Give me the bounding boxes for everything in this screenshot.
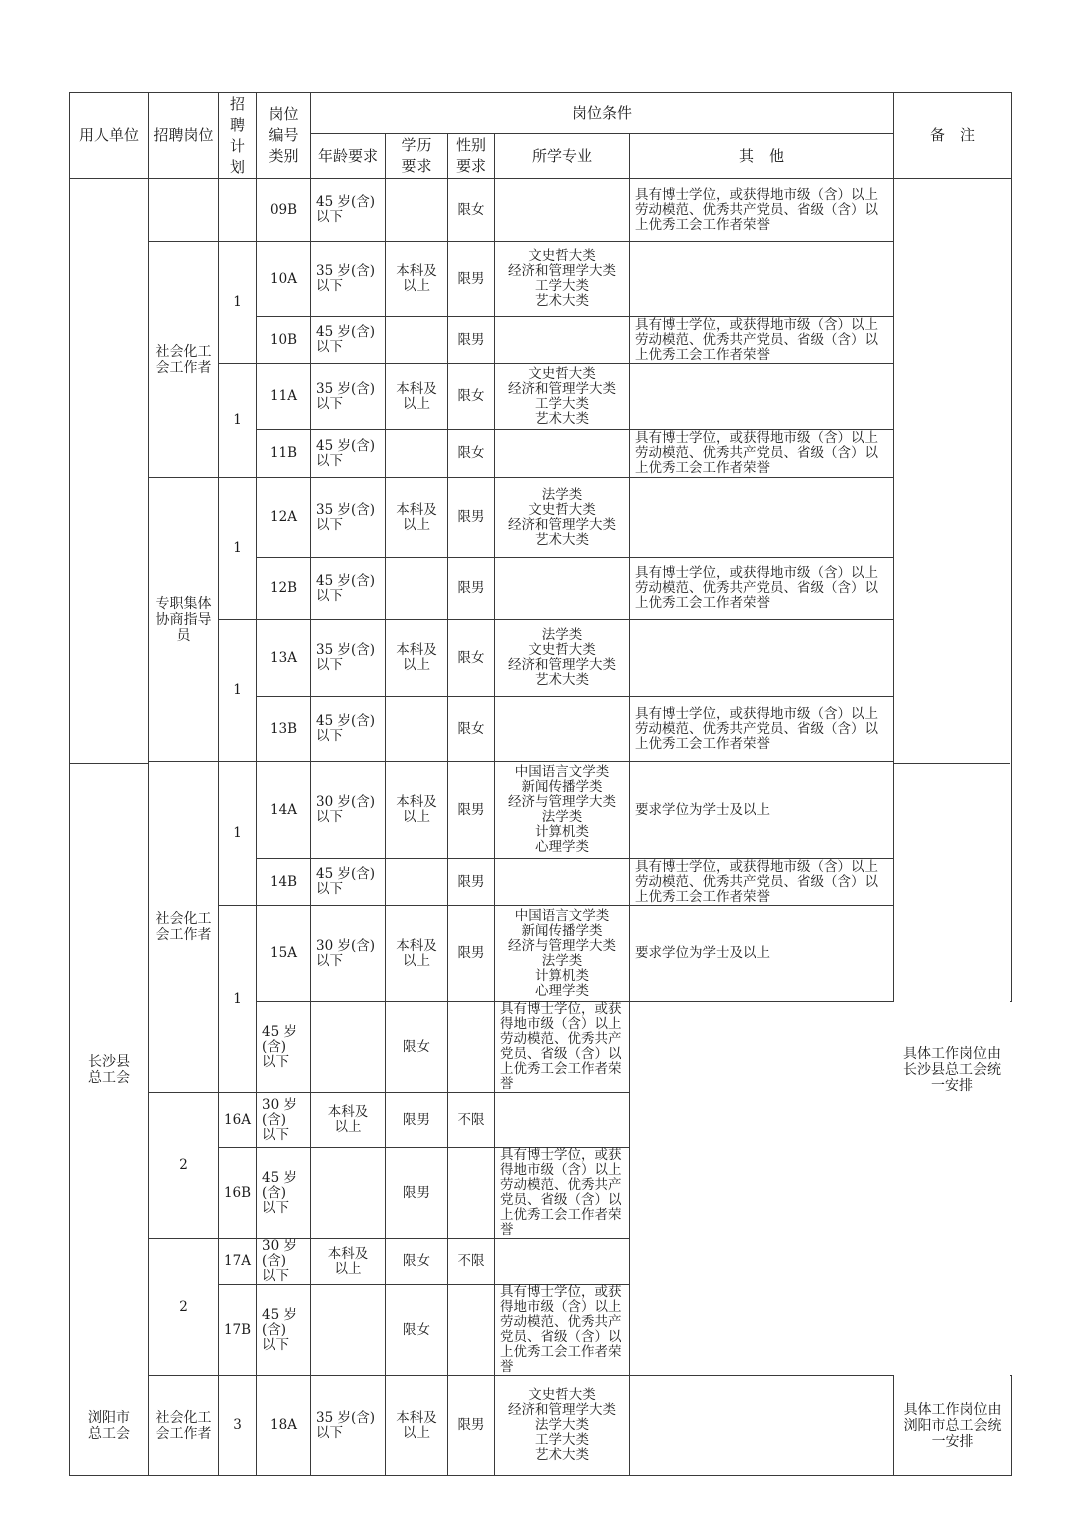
gender-cell: 限男: [448, 906, 495, 1002]
major-cell: [495, 859, 630, 906]
header-gender: 性别 要求: [448, 134, 495, 179]
code-cell: 12A: [257, 478, 311, 558]
table-row: [70, 478, 1012, 558]
age-cell: 45 岁(含) 以下: [257, 1148, 311, 1239]
gender-cell: 限女: [386, 1239, 448, 1285]
education-cell: [386, 558, 448, 620]
education-cell: [386, 430, 448, 478]
code-cell: 10A: [257, 242, 311, 317]
code-cell: 11A: [257, 364, 311, 430]
other-cell: 具有博士学位，或获得地市级（含）以上劳动模范、优秀共产党员、省级（含）以上优秀工会工作者荣誉: [630, 558, 894, 620]
gender-cell: 限女: [448, 179, 495, 242]
education-cell: 本科及 以上: [386, 242, 448, 317]
other-cell: 具有博士学位，或获得地市级（含）以上劳动模范、优秀共产党员、省级（含）以上优秀工会工作者荣誉: [630, 430, 894, 478]
age-cell: 45 岁(含) 以下: [311, 317, 386, 364]
age-cell: 45 岁(含) 以下: [311, 697, 386, 762]
major-cell: [448, 1148, 495, 1239]
other-cell: 具有博士学位，或获得地市级（含）以上劳动模范、优秀共产党员、省级（含）以上优秀工会工作者荣誉: [630, 859, 894, 906]
education-cell: 本科及 以上: [386, 762, 448, 859]
post-cell: 社会化工 会工作者: [149, 242, 219, 478]
age-cell: 35 岁(含) 以下: [311, 1376, 386, 1476]
major-cell: [495, 697, 630, 762]
table-row: [70, 179, 1012, 242]
other-cell: [495, 1093, 630, 1148]
header-other: 其 他: [630, 134, 894, 179]
post-cell: 社会化工 会工作者: [149, 1376, 219, 1476]
other-cell: 具有博士学位，或获得地市级（含）以上劳动模范、优秀共产党员、省级（含）以上优秀工会工作者荣誉: [495, 1002, 630, 1093]
education-cell: 本科及 以上: [386, 478, 448, 558]
plan-cell: 1: [219, 364, 257, 478]
gender-cell: 限女: [448, 430, 495, 478]
major-cell: [448, 1002, 495, 1093]
age-cell: 30 岁(含) 以下: [311, 906, 386, 1002]
plan-cell: 2: [149, 1093, 219, 1239]
gender-cell: 限男: [448, 317, 495, 364]
education-cell: [311, 1002, 386, 1093]
header-code: 岗位 编号 类别: [257, 93, 311, 179]
major-cell: 中国语言文学类 新闻传播学类 经济与管理学大类 法学类 计算机类 心理学类: [495, 906, 630, 1002]
gender-cell: 限女: [448, 620, 495, 697]
code-cell: 13A: [257, 620, 311, 697]
major-cell: 文史哲大类 经济和管理学大类 法学大类 工学大类 艺术大类: [495, 1376, 630, 1476]
table-row: [70, 242, 1012, 317]
education-cell: 本科及 以上: [386, 906, 448, 1002]
remark-cell: 具体工作岗位由 浏阳市总工会统 一安排: [894, 1376, 1012, 1476]
other-cell: 要求学位为学士及以上: [630, 762, 894, 859]
gender-cell: 限男: [448, 762, 495, 859]
post-cell: 社会化工 会工作者: [149, 762, 219, 1093]
unit-cell: 浏阳市 总工会: [70, 1376, 149, 1476]
age-cell: 35 岁(含) 以下: [311, 364, 386, 430]
age-cell: 30 岁(含) 以下: [311, 762, 386, 859]
plan-cell: 1: [219, 242, 257, 364]
plan-cell: 1: [219, 478, 257, 620]
gender-cell: 限男: [448, 558, 495, 620]
education-cell: [311, 1285, 386, 1376]
code-cell: 10B: [257, 317, 311, 364]
code-cell: 09B: [257, 179, 311, 242]
age-cell: 45 岁(含) 以下: [311, 179, 386, 242]
education-cell: [311, 1148, 386, 1239]
major-cell: 文史哲大类 经济和管理学大类 工学大类 艺术大类: [495, 364, 630, 430]
major-cell: 不限: [448, 1093, 495, 1148]
recruitment-table: [69, 92, 1012, 1476]
code-cell: 12B: [257, 558, 311, 620]
table-row: [70, 1093, 1012, 1148]
table-row: [70, 762, 1012, 859]
major-cell: [495, 179, 630, 242]
education-cell: [386, 317, 448, 364]
header-plan: 招 聘 计 划: [219, 93, 257, 179]
header-remark: 备 注: [894, 93, 1012, 179]
age-cell: 30 岁(含) 以下: [257, 1239, 311, 1285]
education-cell: [386, 697, 448, 762]
gender-cell: 限男: [448, 859, 495, 906]
header-unit: 用人单位: [70, 93, 149, 179]
education-cell: 本科及 以上: [311, 1093, 386, 1148]
age-cell: 35 岁(含) 以下: [311, 620, 386, 697]
other-cell: [630, 364, 894, 430]
code-cell: 16B: [219, 1148, 257, 1239]
post-cell: [149, 179, 219, 242]
major-cell: [495, 558, 630, 620]
other-cell: 具有博士学位，或获得地市级（含）以上劳动模范、优秀共产党员、省级（含）以上优秀工会工作者荣誉: [495, 1285, 630, 1376]
header-post: 招聘岗位: [149, 93, 219, 179]
plan-cell: 1: [219, 906, 257, 1093]
remark-cell-changsha: [894, 763, 1010, 1376]
header-education: 学历 要求: [386, 134, 448, 179]
education-cell: 本科及 以上: [386, 1376, 448, 1476]
other-cell: 具有博士学位，或获得地市级（含）以上劳动模范、优秀共产党员、省级（含）以上优秀工会工作者荣誉: [495, 1148, 630, 1239]
gender-cell: 限女: [386, 1002, 448, 1093]
education-cell: 本科及 以上: [386, 364, 448, 430]
header-age: 年龄要求: [311, 134, 386, 179]
other-cell: [630, 242, 894, 317]
plan-cell: [219, 179, 257, 242]
age-cell: 45 岁(含) 以下: [311, 859, 386, 906]
education-cell: 本科及 以上: [386, 620, 448, 697]
other-cell: [495, 1239, 630, 1285]
unit-cell-changsha: [70, 763, 148, 1376]
code-cell: 13B: [257, 697, 311, 762]
major-cell: [448, 1285, 495, 1376]
plan-cell: 2: [149, 1239, 219, 1376]
code-cell: 17B: [219, 1285, 257, 1376]
major-cell: [495, 317, 630, 364]
other-cell: 具有博士学位，或获得地市级（含）以上劳动模范、优秀共产党员、省级（含）以上优秀工会工作者荣誉: [630, 697, 894, 762]
education-cell: 本科及 以上: [311, 1239, 386, 1285]
major-cell: 文史哲大类 经济和管理学大类 工学大类 艺术大类: [495, 242, 630, 317]
major-cell: 法学类 文史哲大类 经济和管理学大类 艺术大类: [495, 620, 630, 697]
age-cell: 30 岁(含) 以下: [257, 1093, 311, 1148]
code-cell: 17A: [219, 1239, 257, 1285]
age-cell: 45 岁(含) 以下: [257, 1285, 311, 1376]
age-cell: 45 岁(含) 以下: [257, 1002, 311, 1093]
table-row: [70, 1376, 1012, 1476]
post-cell: 专职集体 协商指导 员: [149, 478, 219, 762]
other-cell: 具有博士学位，或获得地市级（含）以上劳动模范、优秀共产党员、省级（含）以上优秀工会工作者荣誉: [630, 317, 894, 364]
major-cell: 不限: [448, 1239, 495, 1285]
header-major: 所学专业: [495, 134, 630, 179]
code-cell: 18A: [257, 1376, 311, 1476]
gender-cell: 限男: [386, 1093, 448, 1148]
major-cell: 中国语言文学类 新闻传播学类 经济与管理学大类 法学类 计算机类 心理学类: [495, 762, 630, 859]
remark-text-changsha: 具体工作岗位由 长沙县总工会统 一安排: [903, 1045, 1001, 1094]
age-cell: 35 岁(含) 以下: [311, 242, 386, 317]
gender-cell: 限女: [448, 364, 495, 430]
major-cell: [495, 430, 630, 478]
other-cell: 具有博士学位，或获得地市级（含）以上劳动模范、优秀共产党员、省级（含）以上优秀工会工作者荣誉: [630, 179, 894, 242]
other-cell: [630, 478, 894, 558]
other-cell: 要求学位为学士及以上: [630, 906, 894, 1002]
code-cell: 15A: [257, 906, 311, 1002]
plan-cell: 3: [219, 1376, 257, 1476]
gender-cell: 限男: [386, 1148, 448, 1239]
other-cell: [630, 620, 894, 697]
header-conditions: 岗位条件: [311, 93, 894, 134]
code-cell: 11B: [257, 430, 311, 478]
code-cell: 14B: [257, 859, 311, 906]
gender-cell: 限男: [448, 1376, 495, 1476]
gender-cell: 限男: [448, 242, 495, 317]
gender-cell: 限女: [448, 697, 495, 762]
plan-cell: 1: [219, 620, 257, 762]
gender-cell: 限女: [386, 1285, 448, 1376]
header-row-1: [70, 93, 1012, 134]
education-cell: [386, 179, 448, 242]
age-cell: 45 岁(含) 以下: [311, 558, 386, 620]
unit-name-changsha: 长沙县 总工会: [88, 1053, 130, 1086]
code-cell: 14A: [257, 762, 311, 859]
education-cell: [386, 859, 448, 906]
plan-cell: 1: [219, 762, 257, 906]
age-cell: 45 岁(含) 以下: [311, 430, 386, 478]
table-row: [70, 1239, 1012, 1285]
age-cell: 35 岁(含) 以下: [311, 478, 386, 558]
major-cell: 法学类 文史哲大类 经济和管理学大类 艺术大类: [495, 478, 630, 558]
other-cell: [630, 1376, 894, 1476]
gender-cell: 限男: [448, 478, 495, 558]
code-cell: 16A: [219, 1093, 257, 1148]
